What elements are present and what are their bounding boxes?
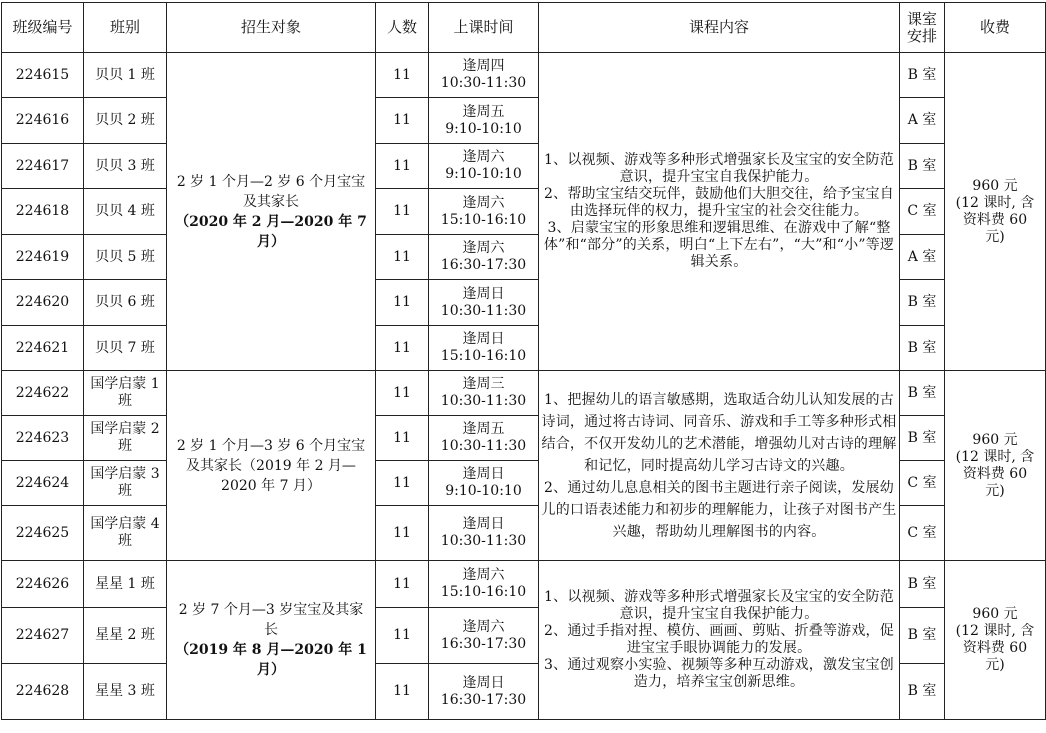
class-size: 11 [376,326,429,371]
fee-line: 元) [985,657,1005,673]
header-count: 人数 [376,3,429,53]
target-audience-text: 2 岁 1 个月—2 岁 6 个月宝宝及其家长 [176,173,366,210]
schedule-time: 9:10-10:10 [445,120,522,137]
class-code: 224627 [2,608,84,664]
classroom: B 室 [900,608,945,664]
class-size: 11 [376,189,429,235]
class-name: 贝贝 3 班 [84,144,167,189]
header-target: 招生对象 [167,3,376,53]
class-schedule [429,608,539,664]
fee-line: 元) [985,228,1005,245]
class-schedule [429,98,539,144]
schedule-time: 10:30-11:30 [440,75,527,91]
schedule-time: 15:10-16:10 [440,348,527,364]
schedule-time: 9:10-10:10 [445,483,522,499]
course-content-paragraph: 2、通过手指对捏、模仿、画画、剪贴、折叠等游戏，促进宝宝手眼协调能力的发展。 [544,623,894,656]
class-name: 国学启蒙 2 班 [84,416,167,461]
course-schedule-table [1,2,1046,720]
schedule-time: 10:30-11:30 [440,393,527,409]
table-row [2,561,1046,608]
classroom: B 室 [900,326,945,371]
schedule-day: 逢周五 [462,103,505,120]
class-name: 贝贝 2 班 [84,98,167,144]
class-code: 224619 [2,235,84,280]
class-schedule [429,326,539,371]
course-content-paragraph: 1、以视频、游戏等多种形式增强家长及宝宝的安全防范意识，提升宝宝自我保护能力。 [544,589,894,622]
class-code: 224617 [2,144,84,189]
class-size: 11 [376,416,429,461]
class-schedule [429,371,539,416]
fee-line: 资料费 60 [962,211,1028,228]
fee-line: (12 课时, 含 [955,194,1035,211]
schedule-time: 15:10-16:10 [440,211,527,228]
target-audience-text: 2 岁 7 个月—3 岁宝宝及其家长 [178,602,364,638]
schedule-time: 9:10-10:10 [445,166,522,182]
course-content [539,53,900,371]
target-audience-text: 2 岁 1 个月—3 岁 6 个月宝宝及其家长（2019 年 2 月—2020 年 7 月） [176,437,366,494]
class-size: 11 [376,371,429,416]
course-content-paragraph: 2、通过幼儿息息相关的图书主题进行亲子阅读，发展幼儿的口语表述能力和初步的理解能力，让孩子对图书产生兴趣，帮助幼儿理解图书的内容。 [541,479,897,540]
header-code: 班级编号 [2,3,84,53]
schedule-day: 逢周日 [462,285,505,302]
header-time: 上课时间 [429,3,539,53]
classroom: A 室 [900,235,945,280]
header-room-line1: 课室 [906,9,937,28]
course-content-paragraph: 2、帮助宝宝结交玩伴，鼓励他们大胆交往，给予宝宝自由选择玩伴的权力，提升宝宝的社会交往能力。 [544,186,894,219]
class-size: 11 [376,280,429,326]
target-audience [167,53,376,371]
classroom: B 室 [900,561,945,608]
class-name: 国学启蒙 4 班 [84,506,167,561]
classroom: A 室 [900,98,945,144]
class-size: 11 [376,664,429,720]
course-content-paragraph: 3、通过观察小实验、视频等多种互动游戏，激发宝宝创造力，培养宝宝创新思维。 [544,657,894,690]
schedule-day: 逢周六 [462,194,505,211]
class-size: 11 [376,461,429,506]
classroom: B 室 [900,53,945,98]
class-code: 224626 [2,561,84,608]
class-name: 贝贝 1 班 [84,53,167,98]
class-schedule [429,461,539,506]
class-code: 224623 [2,416,84,461]
classroom: B 室 [900,371,945,416]
class-code: 224615 [2,53,84,98]
fee [945,53,1046,371]
header-row [2,3,1046,53]
fee [945,561,1046,720]
schedule-time: 10:30-11:30 [440,533,527,549]
class-name: 星星 3 班 [84,664,167,720]
target-audience [167,371,376,561]
schedule-day: 逢周六 [462,149,505,165]
fee-line: 资料费 60 [962,640,1028,656]
class-size: 11 [376,144,429,189]
class-size: 11 [376,235,429,280]
header-room-line2: 安排 [906,26,937,45]
class-code: 224620 [2,280,84,326]
classroom: B 室 [900,280,945,326]
schedule-day: 逢周日 [462,331,505,347]
classroom: C 室 [900,506,945,561]
class-code: 224625 [2,506,84,561]
course-content [539,561,900,720]
class-schedule [429,561,539,608]
class-schedule [429,664,539,720]
class-code: 224628 [2,664,84,720]
schedule-day: 逢周六 [462,240,505,256]
course-content-paragraph: 1、以视频、游戏等多种形式增强家长及宝宝的安全防范意识，提升宝宝自我保护能力。 [544,152,894,185]
class-schedule [429,235,539,280]
schedule-day: 逢周四 [462,58,505,74]
class-schedule [429,416,539,461]
class-name: 星星 2 班 [84,608,167,664]
fee-line: (12 课时, 含 [955,448,1035,465]
schedule-time: 10:30-11:30 [440,438,527,454]
header-content: 课程内容 [539,3,900,53]
schedule-day: 逢周日 [462,516,505,532]
schedule-time: 10:30-11:30 [440,302,527,319]
class-code: 224616 [2,98,84,144]
classroom: B 室 [900,144,945,189]
class-size: 11 [376,608,429,664]
class-code: 224618 [2,189,84,235]
table-row [2,371,1046,416]
header-fee: 收费 [945,3,1046,53]
class-code: 224621 [2,326,84,371]
fee-line: 资料费 60 [962,465,1028,482]
class-name: 贝贝 7 班 [84,326,167,371]
schedule-day: 逢周六 [462,567,505,583]
course-content [539,371,900,561]
fee-line: 960 元 [972,431,1018,448]
class-size: 11 [376,506,429,561]
classroom: C 室 [900,189,945,235]
schedule-day: 逢周日 [462,674,505,691]
class-code: 224622 [2,371,84,416]
fee-line: (12 课时, 含 [955,623,1035,639]
course-content-paragraph: 3、启蒙宝宝的形象思维和逻辑思维、在游戏中了解“整体”和“部分”的关系，明白“上下左右”，“大”和“小”等逻辑关系。 [543,220,895,270]
course-content-paragraph: 1、把握幼儿的语言敏感期，选取适合幼儿认知发展的古诗词，通过将古诗词、同音乐、游戏和手工等多种形式相结合，不仅开发幼儿的艺术潜能，增强幼儿对古诗的理解和记忆，同时提高幼儿学习古诗文的兴趣。 [541,391,897,474]
classroom: C 室 [900,461,945,506]
header-room [900,3,945,53]
target-date-range: （2019 年 8 月—2020 年 1 月） [175,642,367,678]
classroom: B 室 [900,416,945,461]
class-schedule [429,506,539,561]
class-name: 星星 1 班 [84,561,167,608]
schedule-day: 逢周五 [462,421,505,437]
class-schedule [429,53,539,98]
class-name: 国学启蒙 1 班 [84,371,167,416]
schedule-time: 15:10-16:10 [440,584,527,600]
header-name: 班别 [84,3,167,53]
class-schedule [429,189,539,235]
class-name: 国学启蒙 3 班 [84,461,167,506]
class-size: 11 [376,98,429,144]
class-name: 贝贝 4 班 [84,189,167,235]
fee-line: 元) [985,482,1005,499]
table-row [2,53,1046,98]
schedule-time: 16:30-17:30 [440,691,527,708]
table-body [2,53,1046,720]
schedule-time: 16:30-17:30 [440,257,527,273]
target-date-range: （2020 年 2 月—2020 年 7 月） [175,213,367,250]
target-audience [167,561,376,720]
schedule-day: 逢周三 [462,376,505,392]
schedule-time: 16:30-17:30 [440,635,527,652]
class-schedule [429,280,539,326]
class-name: 贝贝 5 班 [84,235,167,280]
schedule-day: 逢周六 [462,618,505,635]
classroom: B 室 [900,664,945,720]
fee [945,371,1046,561]
fee-line: 960 元 [972,177,1018,194]
fee-line: 960 元 [972,606,1018,622]
class-name: 贝贝 6 班 [84,280,167,326]
class-size: 11 [376,53,429,98]
class-size: 11 [376,561,429,608]
class-schedule [429,144,539,189]
class-code: 224624 [2,461,84,506]
schedule-day: 逢周日 [462,466,505,482]
